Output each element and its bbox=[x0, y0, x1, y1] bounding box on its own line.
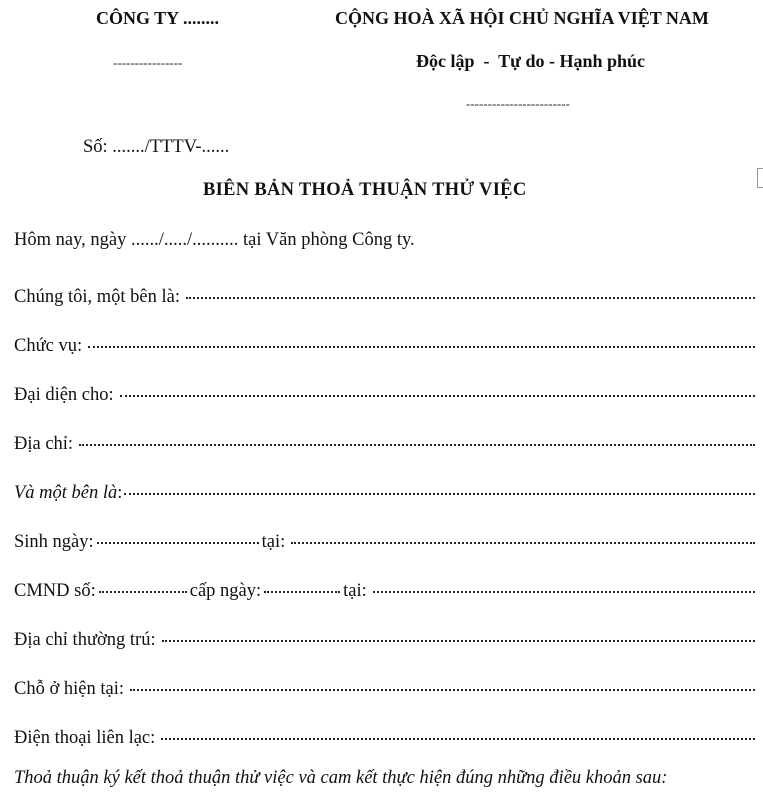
field-label: Chúng tôi, một bên là: bbox=[14, 287, 180, 307]
issue-place-label: tại: bbox=[343, 581, 367, 601]
field-colon: : bbox=[117, 483, 123, 503]
field-label: Sinh ngày: bbox=[14, 532, 94, 552]
representing-blank[interactable] bbox=[120, 378, 755, 400]
intro-prefix: Hôm nay, ngày bbox=[14, 230, 127, 250]
company-name: CÔNG TY ........ bbox=[96, 8, 220, 28]
company-underline: ---------------- bbox=[113, 55, 183, 70]
field-phone bbox=[14, 721, 755, 748]
party-b-blank[interactable] bbox=[124, 476, 755, 498]
position-blank[interactable] bbox=[88, 329, 755, 351]
field-label: Chức vụ: bbox=[14, 336, 83, 356]
permanent-address-blank[interactable] bbox=[162, 623, 755, 645]
issue-place-blank[interactable] bbox=[373, 574, 755, 596]
current-residence-blank[interactable] bbox=[130, 672, 755, 694]
intro-suffix: tại Văn phòng Công ty. bbox=[243, 230, 415, 250]
field-party-b bbox=[14, 476, 755, 503]
field-birth bbox=[14, 525, 755, 552]
intro-line bbox=[14, 230, 415, 251]
nation-title: CỘNG HOÀ XÃ HỘI CHỦ NGHĨA VIỆT NAM bbox=[335, 8, 709, 28]
field-label: CMND số: bbox=[14, 581, 96, 601]
field-position bbox=[14, 329, 755, 356]
date-blank[interactable]: ....../...../.......... bbox=[130, 230, 239, 250]
issue-date-label: cấp ngày: bbox=[189, 581, 262, 601]
motto: Độc lập - Tự do - Hạnh phúc bbox=[416, 51, 646, 71]
document-title: BIÊN BẢN THOẢ THUẬN THỬ VIỆC bbox=[203, 180, 527, 200]
field-label: Địa chỉ thường trú: bbox=[14, 630, 156, 650]
party-a-blank[interactable] bbox=[186, 280, 755, 302]
field-address bbox=[14, 427, 755, 454]
field-current-residence bbox=[14, 672, 755, 699]
phone-blank[interactable] bbox=[161, 721, 755, 743]
document-number: Số: ......./TTTV-...... bbox=[83, 137, 230, 157]
field-permanent-address bbox=[14, 623, 755, 650]
address-blank[interactable] bbox=[79, 427, 755, 449]
issue-date-blank[interactable] bbox=[264, 574, 340, 596]
field-label: Đại diện cho: bbox=[14, 385, 114, 405]
field-party-a bbox=[14, 280, 755, 307]
margin-marker bbox=[757, 168, 763, 188]
birth-place-blank[interactable] bbox=[291, 525, 755, 547]
birth-place-label: tại: bbox=[261, 532, 286, 552]
birth-date-blank[interactable] bbox=[97, 525, 259, 547]
field-label: Địa chỉ: bbox=[14, 434, 74, 454]
field-label: Điện thoại liên lạc: bbox=[14, 728, 156, 748]
motto-underline: ------------------------ bbox=[466, 96, 570, 111]
field-representing bbox=[14, 378, 755, 405]
field-label: Và một bên là bbox=[14, 483, 118, 503]
closing-statement: Thoả thuận ký kết thoả thuận thử việc và cam kết thực hiện đúng những điều khoản sau: bbox=[14, 768, 668, 788]
id-number-blank[interactable] bbox=[99, 574, 187, 596]
field-id-card bbox=[14, 574, 755, 601]
field-label: Chỗ ở hiện tại: bbox=[14, 679, 124, 699]
